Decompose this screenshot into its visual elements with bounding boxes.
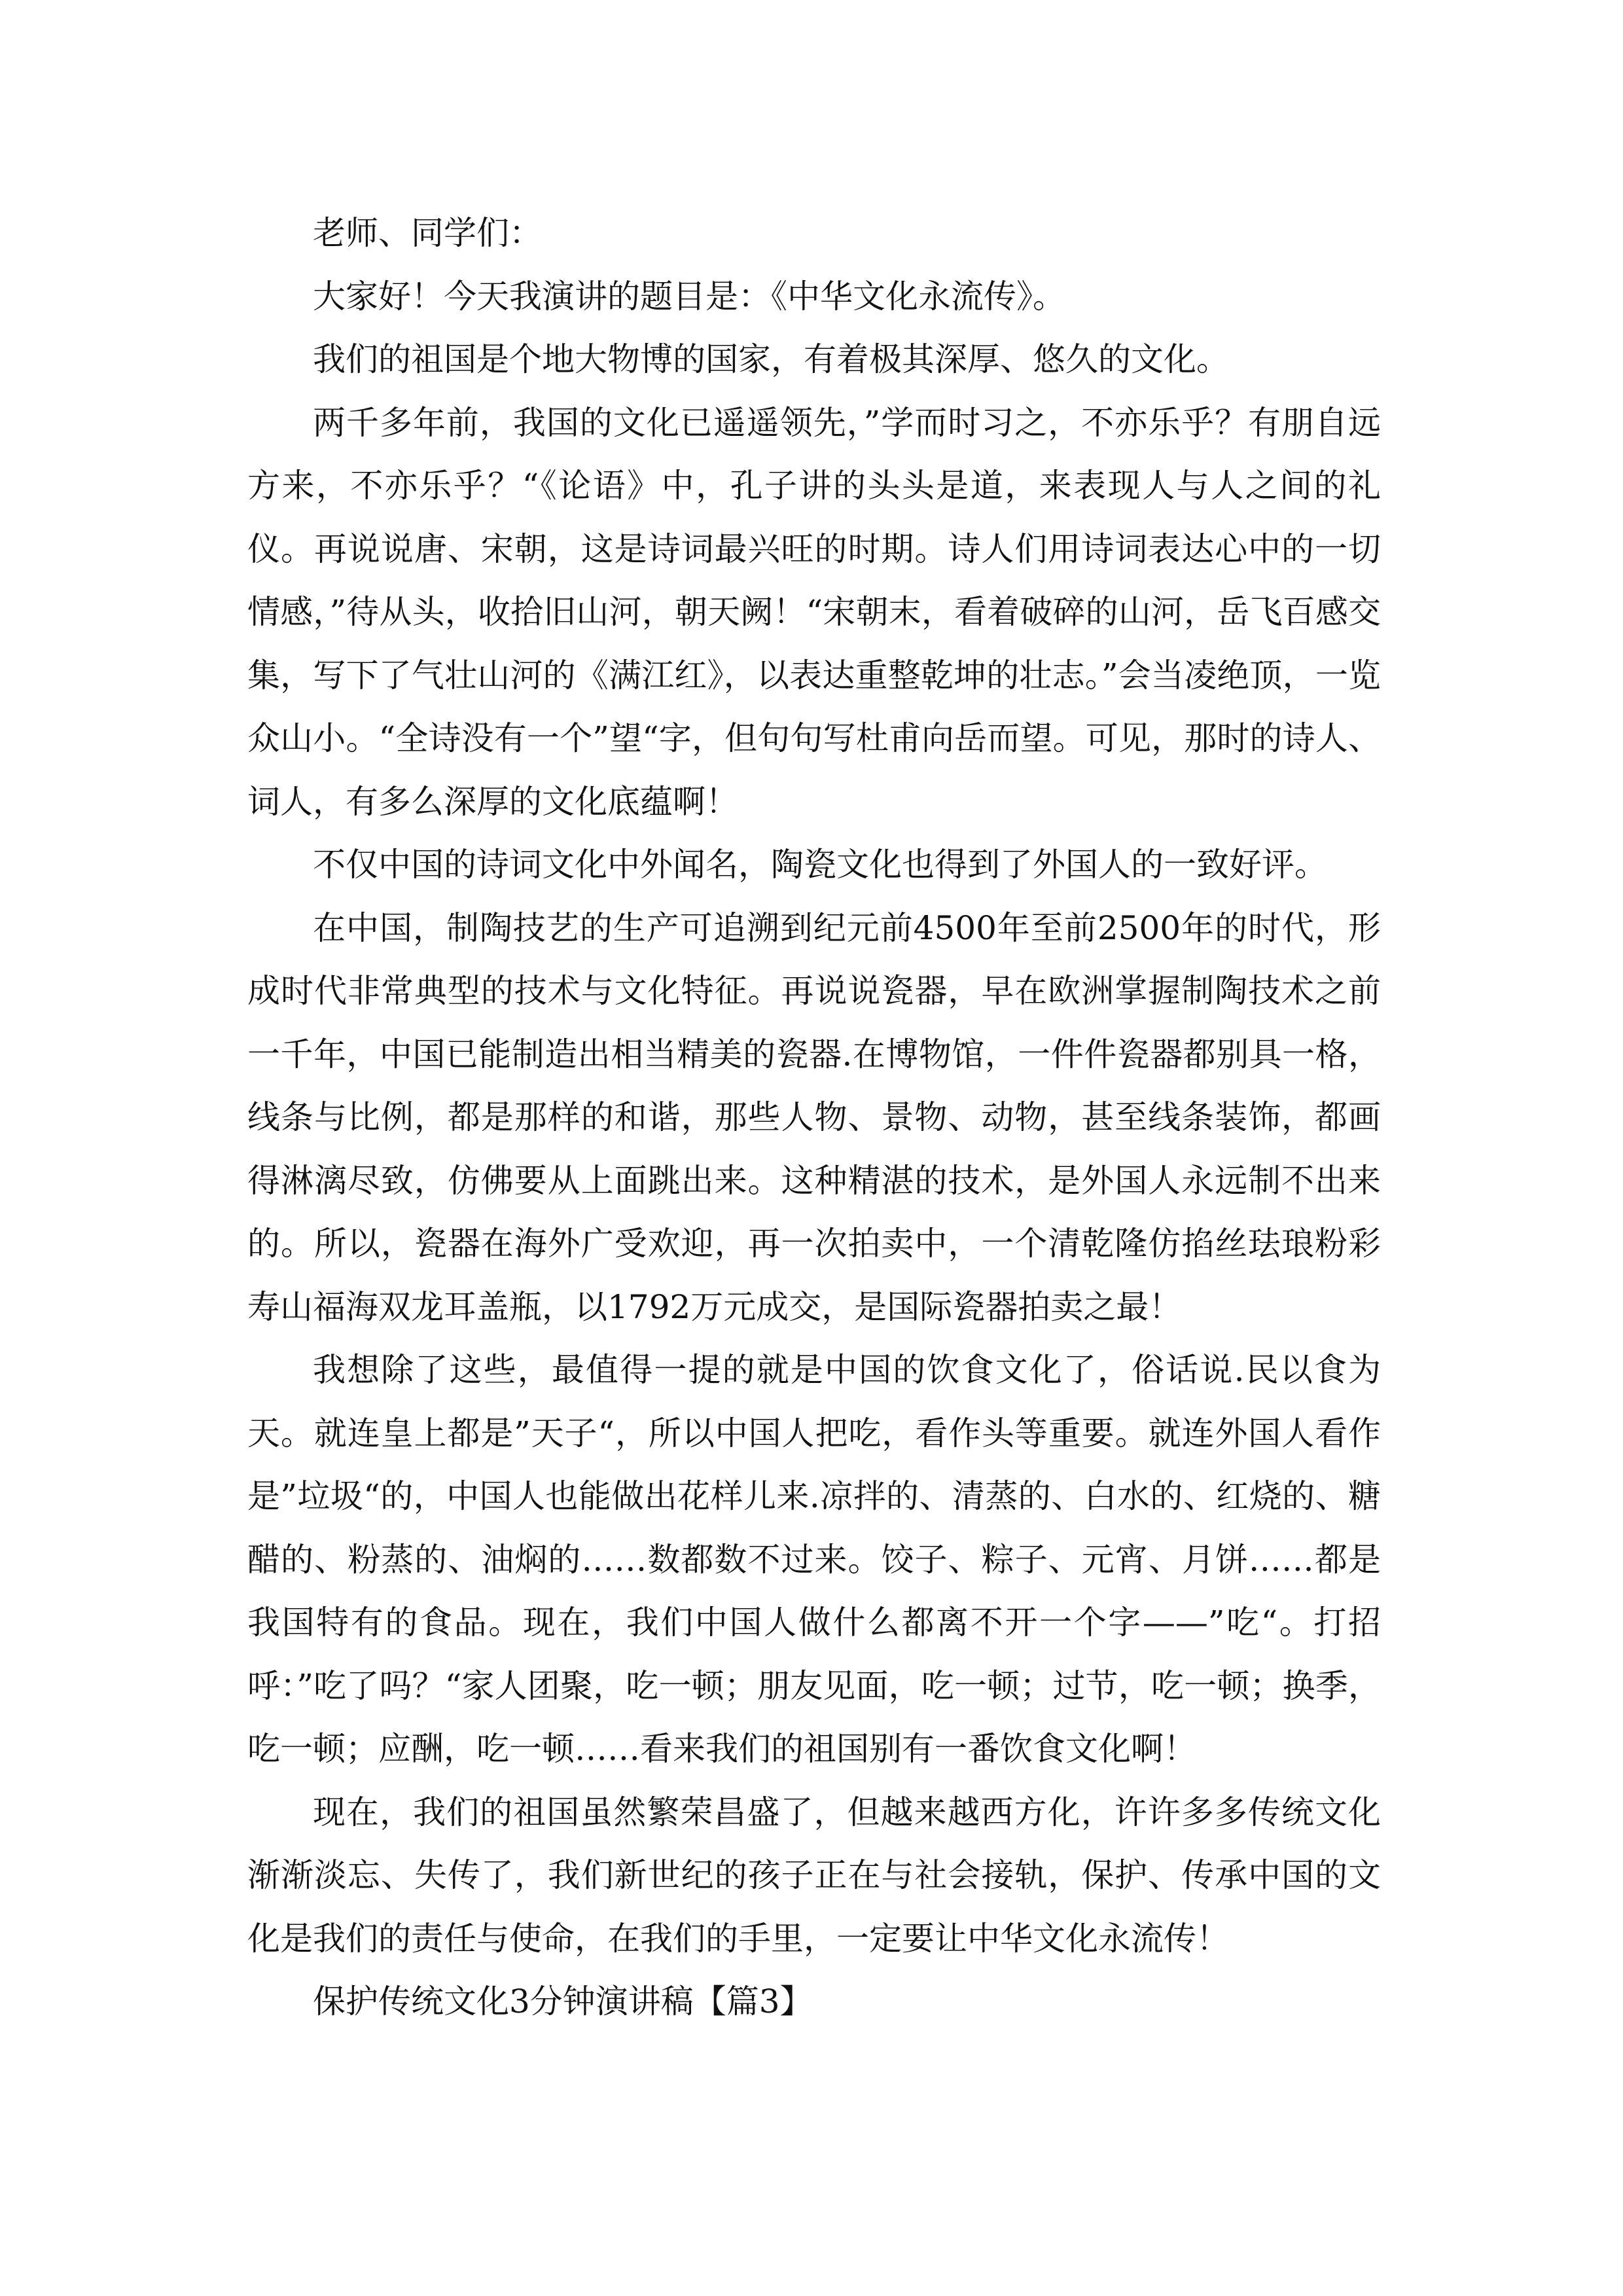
paragraph-salutation: 老师、同学们： — [313, 214, 542, 252]
paragraph-poetry: 两千多年前，我国的文化已遥遥领先，”学而时习之，不亦乐乎？有朋自远方来，不亦乐乎？“《论语》中，孔子讲的头头是道，来表现人与人之间的礼仪。再说说唐、宋朝，这是诗词最兴旺的时期。诗人们用诗词表达心中的一切情感，”待从头，收拾旧山河，朝天阙！“宋朝末，看着破碎的山河，岳飞百感交集，写下了气壮山河的《满江红》，以表达重整乾坤的壮志。”会当凌绝顶，一览众山小。“全诗没有一个”望“字，但句句写杜甫向岳而望。可见，那时的诗人、词人，有多么深厚的文化底蕴啊！ — [247, 403, 1381, 821]
paragraph-conclusion: 现在，我们的祖国虽然繁荣昌盛了，但越来越西方化，许许多多传统文化渐渐淡忘、失传了，我们新世纪的孩子正在与社会接轨，保护、传承中国的文化是我们的责任与使命，在我们的手里，一定要让中华文化永流传！ — [247, 1793, 1381, 1958]
document-body — [247, 202, 1381, 2034]
paragraph-intro: 我们的祖国是个地大物博的国家，有着极其深厚、悠久的文化。 — [313, 340, 1229, 378]
paragraph-food: 我想除了这些，最值得一提的就是中国的饮食文化了，俗话说.民以食为天。就连皇上都是”天子“，所以中国人把吃，看作头等重要。就连外国人看作是”垃圾“的，中国人也能做出花样儿来.凉拌的、清蒸的、白水的、红烧的、糖醋的、粉蒸的、油焖的……数都数不过来。饺子、粽子、元宵、月饼……都是我国特有的食品。现在，我们中国人做什么都离不开一个字——”吃“。打招呼：”吃了吗？“家人团聚，吃一顿；朋友见面，吃一顿；过节，吃一顿；换季，吃一顿；应酬，吃一顿……看来我们的祖国别有一番饮食文化啊！ — [247, 1351, 1381, 1768]
paragraph-ceramics: 在中国，制陶技艺的生产可追溯到纪元前4500年至前2500年的时代，形成时代非常典型的技术与文化特征。再说说瓷器，早在欧洲掌握制陶技术之前一千年，中国已能制造出相当精美的瓷器.在博物馆，一件件瓷器都别具一格，线条与比例，都是那样的和谐，那些人物、景物、动物，甚至线条装饰，都画得淋漓尽致，仿佛要从上面跳出来。这种精湛的技术，是外国人永远制不出来的。所以，瓷器在海外广受欢迎，再一次拍卖中，一个清乾隆仿掐丝珐琅粉彩寿山福海双龙耳盖瓶，以1792万元成交，是国际瓷器拍卖之最！ — [247, 908, 1381, 1326]
section-heading: 保护传统文化3分钟演讲稿【篇3】 — [313, 1982, 813, 2020]
paragraph-greeting: 大家好！今天我演讲的题目是：《中华文化永流传》。 — [313, 277, 1065, 315]
paragraph-ceramics-intro: 不仅中国的诗词文化中外闻名，陶瓷文化也得到了外国人的一致好评。 — [313, 846, 1327, 884]
